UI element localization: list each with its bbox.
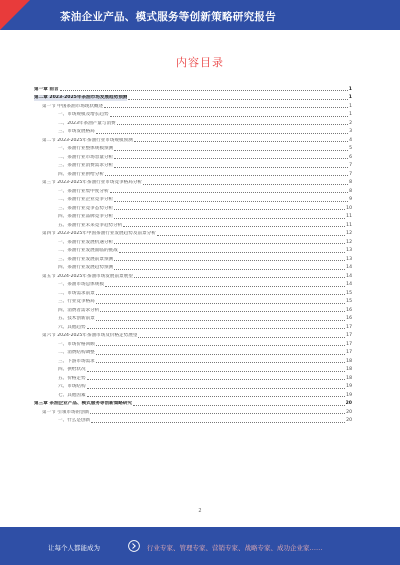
toc-entry-page: 4 <box>349 137 352 143</box>
toc-dot-leader <box>96 320 345 321</box>
toc-subsection-entry[interactable] <box>34 348 352 357</box>
toc-entry-label: 七、其他因素 <box>58 392 86 398</box>
toc-entry-page: 11 <box>346 222 352 228</box>
toc-entry-label: 六、市场结构 <box>58 384 86 389</box>
toc-subsection-entry[interactable] <box>34 365 352 374</box>
toc-subsection-entry[interactable] <box>34 152 352 161</box>
toc-entry-label: 三、茶油行业消费需求分析 <box>58 163 114 168</box>
toc-subsection-entry[interactable] <box>34 263 352 272</box>
toc-entry-label: 四、茶油行业品牌竞争分析 <box>58 214 114 219</box>
toc-subsection-entry[interactable] <box>34 416 352 425</box>
toc-dot-leader <box>119 252 345 253</box>
toc-section-entry[interactable] <box>34 331 352 340</box>
toc-dot-leader <box>91 422 345 423</box>
toc-subsection-entry[interactable] <box>34 339 352 348</box>
toc-entry-page: 17 <box>346 341 352 347</box>
toc-entry-page: 18 <box>346 358 352 364</box>
toc-entry-label: 第二节 2023-2025年茶油行业市场规模预测 <box>42 137 133 143</box>
toc-entry-page: 13 <box>346 248 352 253</box>
toc-entry-label: 六、其他趋势 <box>58 324 86 330</box>
toc-chapter-entry[interactable] <box>34 93 352 102</box>
toc-subsection-entry[interactable] <box>34 212 352 221</box>
toc-entry-label: 四、茶油行业供给分析 <box>58 171 104 177</box>
toc-dot-leader <box>114 158 348 159</box>
toc-dot-leader <box>96 362 345 363</box>
toc-subsection-entry[interactable] <box>34 237 352 246</box>
toc-subsection-entry[interactable] <box>34 288 352 297</box>
toc-dot-leader <box>105 286 345 287</box>
toc-entry-page: 2 <box>349 120 352 126</box>
toc-entry-page: 19 <box>346 384 352 389</box>
toc-heading: 内容目录 <box>176 56 224 69</box>
toc-entry-page: 18 <box>346 367 352 372</box>
toc-entry-page: 17 <box>346 333 352 338</box>
toc-dot-leader <box>96 354 345 355</box>
toc-dot-leader <box>114 201 348 202</box>
toc-entry-label: 第三章 茶油企业产品、模式服务等创新策略研究 <box>34 401 133 406</box>
toc-entry-page: 1 <box>349 103 352 109</box>
toc-entry-page: 13 <box>346 256 352 262</box>
toc-entry-page: 20 <box>346 409 352 415</box>
footer-roles: 行业专家、管理专家、营销专家、战略专家、成功企业家…… <box>147 544 323 552</box>
toc-dot-leader <box>96 303 345 304</box>
toc-entry-page: 5 <box>349 146 352 151</box>
toc-entry-label: 一、茶油市场总体规模 <box>58 282 104 287</box>
toc-dot-leader <box>96 294 345 295</box>
toc-entry-page: 8 <box>349 180 352 185</box>
toc-entry-label: 四、供给状况 <box>58 367 86 372</box>
toc-dot-leader <box>114 218 345 219</box>
toc-entry-label: 二、消费结构调整 <box>58 350 95 355</box>
toc-subsection-entry[interactable] <box>34 169 352 178</box>
toc-subsection-entry[interactable] <box>34 373 352 382</box>
toc-dot-leader <box>114 269 345 270</box>
toc-entry-label: 第一节 中国茶油市场现状概述 <box>42 103 104 109</box>
toc-entry-label: 三、茶油行业竞争态势分析 <box>58 205 114 211</box>
toc-entry-page: 17 <box>346 350 352 355</box>
toc-subsection-entry[interactable] <box>34 203 352 212</box>
toc-entry-label: 第四节 2023-2025年中国茶油行业发展趋势及前景分析 <box>42 231 156 236</box>
toc-entry-label: 第一节 引领市场的创新 <box>42 409 90 415</box>
toc-entry-page: 14 <box>346 282 352 287</box>
toc-entry-label: 一、市场规模及增长趋势 <box>58 112 109 117</box>
toc-subsection-entry[interactable] <box>34 297 352 306</box>
toc-entry-page: 7 <box>349 171 352 177</box>
toc-dot-leader <box>138 337 345 338</box>
toc-entry-page: 8 <box>349 188 352 194</box>
toc-entry-page: 15 <box>346 290 352 296</box>
toc-entry-page: 12 <box>346 231 352 236</box>
toc-entry-label: 第二章 2023-2025年茶油市场发展趋势预测 <box>34 95 128 100</box>
toc-dot-leader <box>123 226 345 227</box>
toc-entry-label: 三、茶油行业发展前景预测 <box>58 256 114 262</box>
toc-entry-label: 三、市场发展格局 <box>58 129 95 134</box>
table-of-contents <box>34 84 352 424</box>
toc-entry-page: 20 <box>345 401 352 406</box>
toc-entry-label: 三、下游市场需求 <box>58 358 95 364</box>
toc-chapter-entry[interactable] <box>34 399 352 408</box>
toc-entry-page: 19 <box>346 392 352 398</box>
toc-entry-page: 11 <box>346 214 352 219</box>
toc-dot-leader <box>117 124 348 125</box>
toc-entry-label: 二、茶油行业市场容量分析 <box>58 154 114 160</box>
toc-dot-leader <box>100 311 345 312</box>
toc-dot-leader <box>114 167 348 168</box>
toc-entry-label: 五、技术创新前景 <box>58 316 95 321</box>
toc-dot-leader <box>87 371 346 372</box>
toc-subsection-entry[interactable] <box>34 186 352 195</box>
toc-subsection-entry[interactable] <box>34 220 352 229</box>
toc-dot-leader <box>157 235 345 236</box>
toc-dot-leader <box>104 107 348 108</box>
toc-entry-label: 四、茶油行业发展趋势预测 <box>58 265 114 270</box>
toc-entry-label: 三、行业竞争格局 <box>58 299 95 304</box>
toc-dot-leader <box>87 379 346 380</box>
toc-entry-label: 二、茶油行业发展面临的挑战 <box>58 248 118 253</box>
toc-section-entry[interactable] <box>34 178 352 187</box>
arrow-right-icon <box>128 540 140 552</box>
toc-subsection-entry[interactable] <box>34 254 352 263</box>
toc-entry-page: 9 <box>349 197 352 202</box>
toc-entry-label: 五、茶油行业未来竞争趋势分析 <box>58 222 123 228</box>
toc-dot-leader <box>143 184 348 185</box>
toc-dot-leader <box>133 405 345 406</box>
toc-dot-leader <box>114 209 345 210</box>
toc-entry-page: 16 <box>346 316 352 321</box>
toc-dot-leader <box>110 192 349 193</box>
toc-entry-page: 1 <box>348 86 352 92</box>
toc-entry-label: 一、茶油行业整体规模预测 <box>58 146 114 151</box>
toc-subsection-entry[interactable] <box>34 382 352 391</box>
toc-entry-label: 第一章 前言 <box>34 86 59 92</box>
toc-entry-label: 一、茶油行业发展机遇分析 <box>58 239 114 245</box>
toc-subsection-entry[interactable] <box>34 280 352 289</box>
toc-section-entry[interactable] <box>34 407 352 416</box>
report-title: 茶油企业产品、模式服务等创新策略研究报告 <box>60 11 276 23</box>
toc-dot-leader <box>114 260 345 261</box>
toc-entry-label: 一、什么是创新 <box>58 418 91 423</box>
toc-entry-page: 16 <box>346 307 352 313</box>
toc-entry-page: 7 <box>349 163 352 168</box>
toc-subsection-entry[interactable] <box>34 246 352 255</box>
toc-entry-label: 二、茶油行业企业竞争分析 <box>58 197 114 202</box>
toc-subsection-entry[interactable] <box>34 144 352 153</box>
toc-section-entry[interactable] <box>34 135 352 144</box>
toc-entry-page: 1 <box>348 95 352 100</box>
toc-chapter-entry[interactable] <box>34 84 352 93</box>
toc-section-entry[interactable] <box>34 271 352 280</box>
toc-entry-label: 一、茶油行业集中度分析 <box>58 188 109 194</box>
toc-dot-leader <box>110 116 349 117</box>
toc-entry-page: 15 <box>346 299 352 304</box>
toc-subsection-entry[interactable] <box>34 195 352 204</box>
toc-entry-page: 1 <box>349 112 352 117</box>
toc-entry-page: 20 <box>346 418 352 423</box>
toc-entry-page: 6 <box>349 154 352 160</box>
toc-dot-leader <box>60 90 348 91</box>
toc-entry-label: 四、消费者需求分析 <box>58 307 100 313</box>
header-red-triangle <box>0 0 30 30</box>
toc-dot-leader <box>134 277 345 278</box>
toc-entry-page: 10 <box>346 205 352 211</box>
toc-section-entry[interactable] <box>34 229 352 238</box>
toc-subsection-entry[interactable] <box>34 161 352 170</box>
footer-bar <box>0 527 400 565</box>
header-bar <box>0 0 400 30</box>
toc-entry-page: 14 <box>346 265 352 270</box>
toc-dot-leader <box>114 243 345 244</box>
toc-subsection-entry[interactable] <box>34 127 352 136</box>
toc-dot-leader <box>96 345 345 346</box>
toc-dot-leader <box>90 413 345 414</box>
page-number: 2 <box>198 508 202 514</box>
footer-slogan: 让每个人都能成为 <box>48 544 100 552</box>
toc-subsection-entry[interactable] <box>34 118 352 127</box>
toc-dot-leader <box>114 150 348 151</box>
toc-dot-leader <box>134 141 348 142</box>
toc-entry-page: 14 <box>346 273 352 279</box>
toc-subsection-entry[interactable] <box>34 390 352 399</box>
toc-entry-page: 17 <box>346 324 352 330</box>
toc-entry-label: 一、市场价格回顾 <box>58 341 95 347</box>
toc-section-entry[interactable] <box>34 101 352 110</box>
toc-dot-leader <box>128 99 347 100</box>
toc-dot-leader <box>87 396 346 397</box>
toc-subsection-entry[interactable] <box>34 322 352 331</box>
toc-entry-label: 第六节 2024-2025年茶油市场及价格走势展望 <box>42 333 138 338</box>
toc-entry-page: 12 <box>346 239 352 245</box>
toc-entry-label: 二、市场需求前景 <box>58 290 95 296</box>
toc-entry-page: 3 <box>349 129 352 134</box>
toc-entry-label: 五、价格走势 <box>58 375 86 381</box>
toc-entry-label: 二、2023年茶油产量与消费 <box>58 120 116 126</box>
toc-dot-leader <box>87 328 346 329</box>
toc-dot-leader <box>105 175 348 176</box>
toc-subsection-entry[interactable] <box>34 356 352 365</box>
toc-entry-page: 18 <box>346 375 352 381</box>
toc-dot-leader <box>87 388 346 389</box>
toc-dot-leader <box>96 133 348 134</box>
toc-subsection-entry[interactable] <box>34 314 352 323</box>
toc-entry-label: 第五节 2024-2025年茶油市场发展前景展望 <box>42 273 133 279</box>
toc-entry-label: 第三节 2023-2025年茶油行业市场竞争格局分析 <box>42 180 143 185</box>
toc-subsection-entry[interactable] <box>34 110 352 119</box>
toc-subsection-entry[interactable] <box>34 305 352 314</box>
